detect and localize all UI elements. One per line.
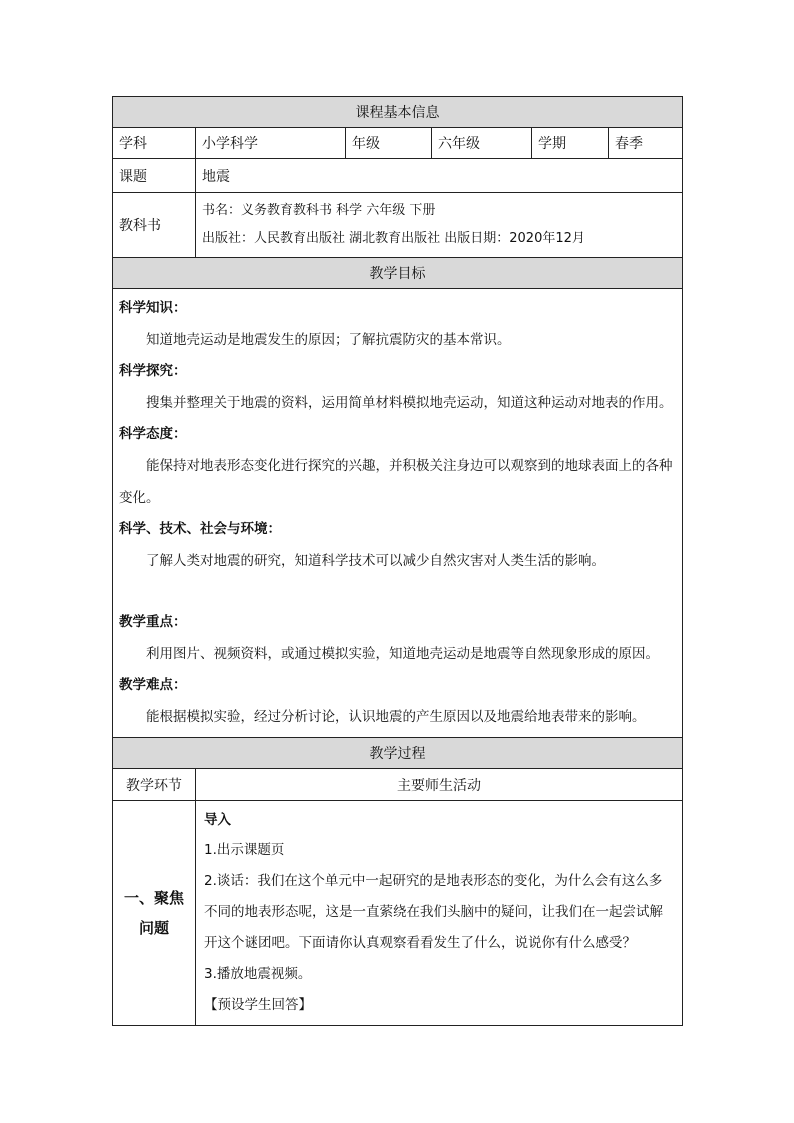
attitude-title: 科学态度：: [119, 426, 187, 442]
stage-1-line: 3.播放地震视频。: [204, 966, 312, 982]
stage-1-name: 一、聚焦问题: [113, 801, 196, 1026]
process-header: 教学过程: [113, 738, 683, 769]
objectives-header: 教学目标: [113, 258, 683, 289]
key-point-text: 利用图片、视频资料，或通过模拟实验，知道地壳运动是地震等自然现象形成的原因。: [146, 646, 659, 662]
textbook-info: [196, 193, 683, 258]
difficult-point-title: 教学难点：: [119, 677, 187, 693]
subject-value: 小学科学: [196, 128, 346, 159]
stage-1-title: 导入: [204, 812, 231, 828]
topic-value: 地震: [196, 159, 683, 193]
textbook-publisher: 出版社：人民教育出版社 湖北教育出版社 出版日期：2020年12月: [202, 231, 585, 246]
stage-1-line: 2.谈话：我们在这个单元中一起研究的是地表形态的变化，为什么会有这么多不同的地表形态呢，这是一直萦绕在我们头脑中的疑问，让我们在一起尝试解开这个谜团吧。下面请你认真观察看看发生了什么，说说你有什么感受？: [204, 873, 663, 951]
stage-1-activity: [196, 801, 683, 1026]
textbook-title: 书名：义务教育教科书 科学 六年级 下册: [202, 203, 436, 218]
term-label: 学期: [532, 128, 609, 159]
grade-label: 年级: [346, 128, 432, 159]
spacer: [119, 577, 676, 607]
course-info-header: 课程基本信息: [113, 97, 683, 128]
lesson-plan: [112, 96, 682, 1026]
topic-label: 课题: [113, 159, 196, 193]
stage-1-line: 【预设学生回答】: [204, 997, 312, 1013]
textbook-label: 教科书: [113, 193, 196, 258]
process-col-stage: 教学环节: [113, 769, 196, 801]
subject-label: 学科: [113, 128, 196, 159]
difficult-point-text: 能根据模拟实验，经过分析讨论，认识地震的产生原因以及地震给地表带来的影响。: [146, 709, 646, 725]
sts-title: 科学、技术、社会与环境：: [119, 521, 281, 537]
grade-value: 六年级: [432, 128, 532, 159]
key-point-title: 教学重点：: [119, 614, 187, 630]
objectives-body: [113, 289, 683, 738]
inquiry-text: 搜集并整理关于地震的资料，运用简单材料模拟地壳运动，知道这种运动对地表的作用。: [146, 395, 673, 411]
stage-1-line: 1.出示课题页: [204, 842, 285, 858]
knowledge-text: 知道地壳运动是地震发生的原因；了解抗震防灾的基本常识。: [146, 332, 511, 348]
lesson-plan-table: [112, 96, 683, 1026]
knowledge-title: 科学知识：: [119, 300, 187, 316]
sts-text: 了解人类对地震的研究，知道科学技术可以减少自然灾害对人类生活的影响。: [146, 553, 605, 569]
inquiry-title: 科学探究：: [119, 363, 187, 379]
term-value: 春季: [609, 128, 683, 159]
process-col-activity: 主要师生活动: [196, 769, 683, 801]
attitude-text: 能保持对地表形态变化进行探究的兴趣，并积极关注身边可以观察到的地球表面上的各种变化。: [119, 458, 673, 506]
